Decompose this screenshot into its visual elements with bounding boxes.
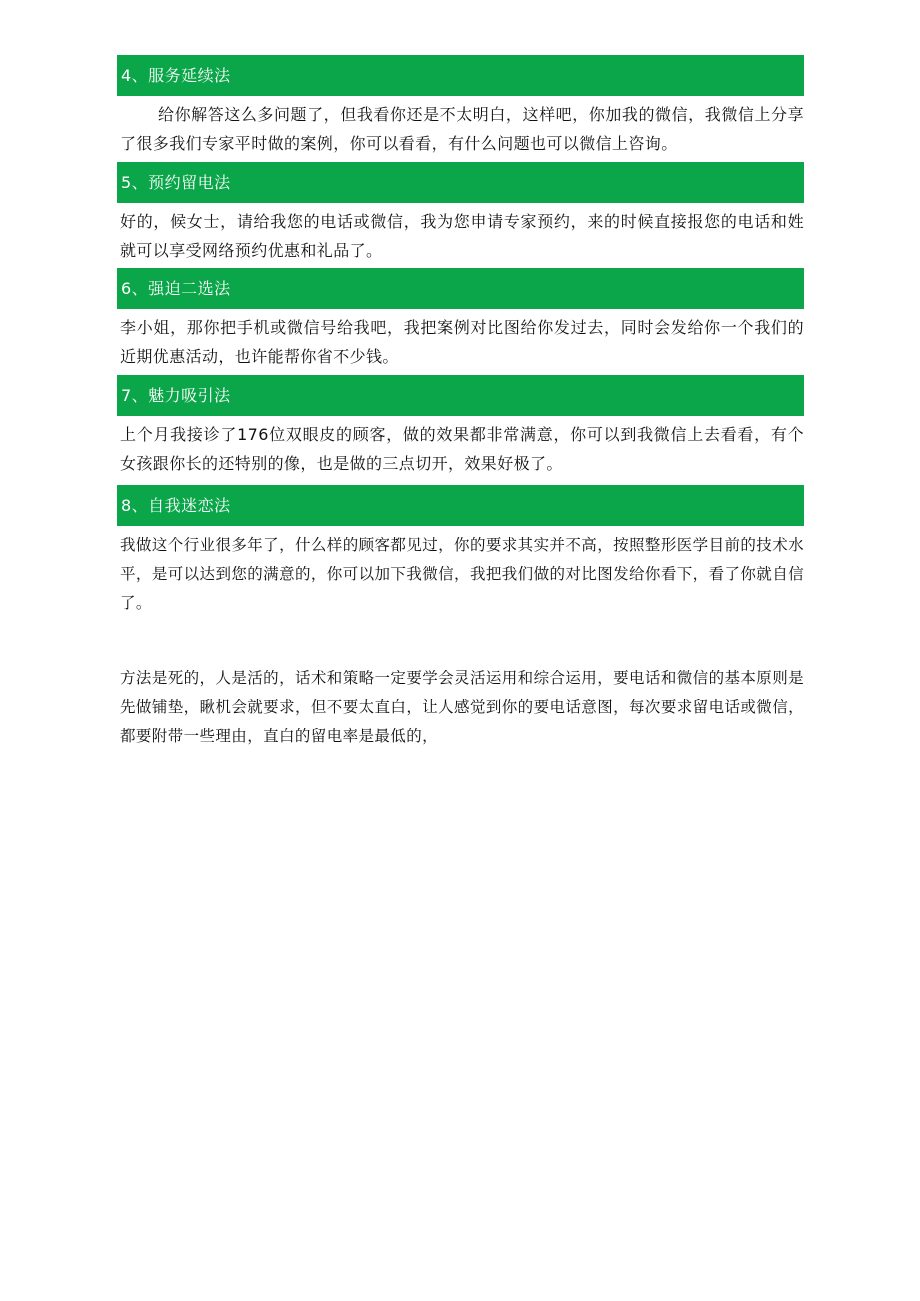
- section-7: [117, 375, 804, 478]
- section-body: 李小姐，那你把手机或微信号给我吧，我把案例对比图给你发过去，同时会发给你一个我们的近期优惠活动，也许能帮你省不少钱。: [120, 318, 804, 366]
- section-body: 好的，候女士，请给我您的电话或微信，我为您申请专家预约，来的时候直接报您的电话和姓就可以享受网络预约优惠和礼品了。: [120, 212, 804, 260]
- summary-paragraph: 方法是死的，人是活的，话术和策略一定要学会灵活运用和综合运用，要电话和微信的基本原则是先做铺垫，瞅机会就要求，但不要太直白，让人感觉到你的要电话意图，每次要求留电话或微信，都要附带一些理由，直白的留电率是最低的，: [120, 669, 804, 745]
- section-heading: 6、强迫二选法: [117, 268, 804, 309]
- section-body: 上个月我接诊了176位双眼皮的顾客，做的效果都非常满意，你可以到我微信上去看看，有个女孩跟你长的还特别的像，也是做的三点切开，效果好极了。: [120, 425, 804, 473]
- section-body: 我做这个行业很多年了，什么样的顾客都见过，你的要求其实并不高，按照整形医学目前的技术水平，是可以达到您的满意的，你可以加下我微信，我把我们做的对比图发给你看下，看了你就自信了。: [120, 536, 804, 612]
- section-5: [117, 162, 804, 265]
- section-heading: 8、自我迷恋法: [117, 485, 804, 526]
- section-body: 给你解答这么多问题了，但我看你还是不太明白，这样吧，你加我的微信，我微信上分享了很多我们专家平时做的案例，你可以看看，有什么问题也可以微信上咨询。: [120, 105, 804, 153]
- section-heading: 7、魅力吸引法: [117, 375, 804, 416]
- section-heading: 5、预约留电法: [117, 162, 804, 203]
- section-4: [117, 55, 804, 158]
- section-heading: 4、服务延续法: [117, 55, 804, 96]
- summary-block: [117, 664, 804, 751]
- section-6: [117, 268, 804, 371]
- section-8: [117, 485, 804, 618]
